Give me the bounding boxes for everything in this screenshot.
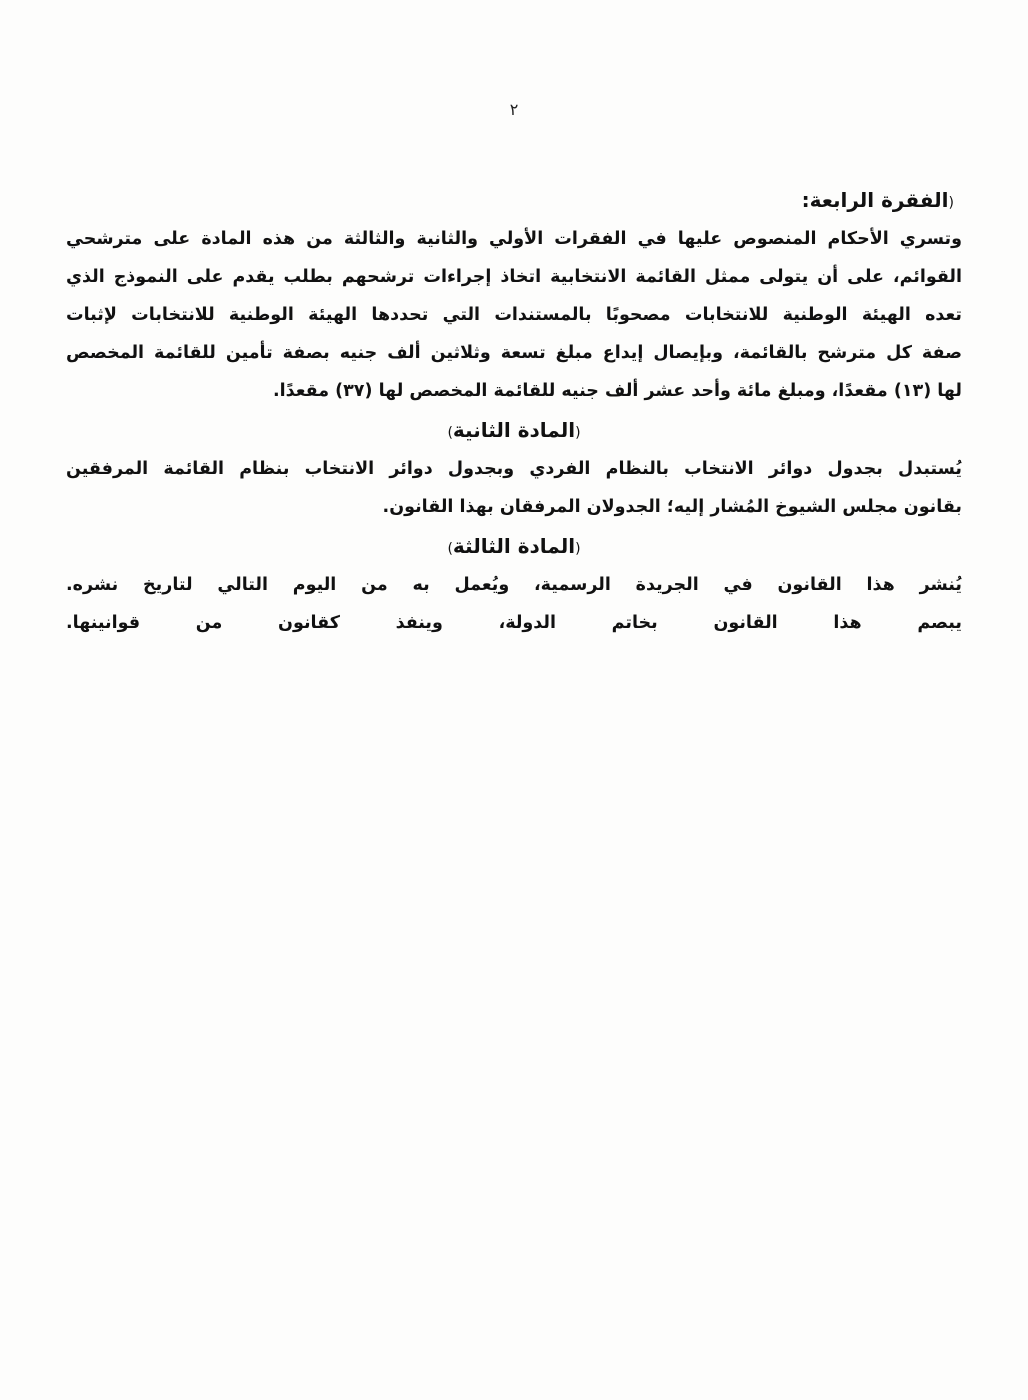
article-2-paragraph bbox=[66, 450, 962, 526]
text-line: تعده الهيئة الوطنية للانتخابات مصحوبًا بالمستندات التي تحددها الهيئة الوطنية للانتخابات لإثبات bbox=[66, 305, 962, 325]
article-2-heading bbox=[66, 410, 962, 450]
text-line: وتسري الأحكام المنصوص عليها في الفقرات الأولي والثانية والثالثة من هذه المادة على مترشحي bbox=[66, 229, 962, 249]
text-line: يُنشر هذا القانون في الجريدة الرسمية، ويُعمل به من اليوم التالي لتاريخ نشره. bbox=[66, 575, 962, 595]
article-2-heading-text: المادة الثانية bbox=[452, 418, 576, 442]
text-line: يبصم هذا القانون بخاتم الدولة، وينفذ كقانون من قوانينها. bbox=[66, 613, 962, 633]
document-body bbox=[66, 180, 962, 642]
article-3-heading-text: المادة الثالثة bbox=[452, 534, 576, 558]
open-paren: ( bbox=[575, 541, 581, 557]
text-line: بقانون مجلس الشيوخ المُشار إليه؛ الجدولان المرفقان بهذا القانون. bbox=[382, 497, 962, 517]
section-4-heading-text: الفقرة الرابعة bbox=[809, 188, 949, 212]
text-line: القوائم، على أن يتولى ممثل القائمة الانتخابية اتخاذ إجراءات ترشحهم بطلب يقدم على النموذج الذي bbox=[66, 267, 962, 287]
page-number: ٢ bbox=[509, 100, 519, 119]
section-4-heading bbox=[66, 180, 962, 220]
article-3-paragraph bbox=[66, 566, 962, 642]
open-paren: ( bbox=[575, 425, 581, 441]
text-line: لها (١٣) مقعدًا، ومبلغ مائة وأحد عشر ألف جنيه للقائمة المخصص لها (٣٧) مقعدًا. bbox=[272, 381, 962, 401]
text-line: صفة كل مترشح بالقائمة، وبإيصال إيداع مبلغ تسعة وثلاثين ألف جنيه بصفة تأمين للقائمة المخصص bbox=[66, 343, 962, 363]
text-line: يُستبدل بجدول دوائر الانتخاب بالنظام الفردي وبجدول دوائر الانتخاب بنظام القائمة المرفقين bbox=[66, 459, 962, 479]
section-4-paragraph bbox=[66, 220, 962, 410]
section-4-heading-suffix: : bbox=[801, 188, 810, 212]
close-paren: ) bbox=[447, 425, 453, 441]
open-paren: ( bbox=[948, 195, 954, 211]
article-3-heading bbox=[66, 526, 962, 566]
close-paren: ) bbox=[447, 541, 453, 557]
